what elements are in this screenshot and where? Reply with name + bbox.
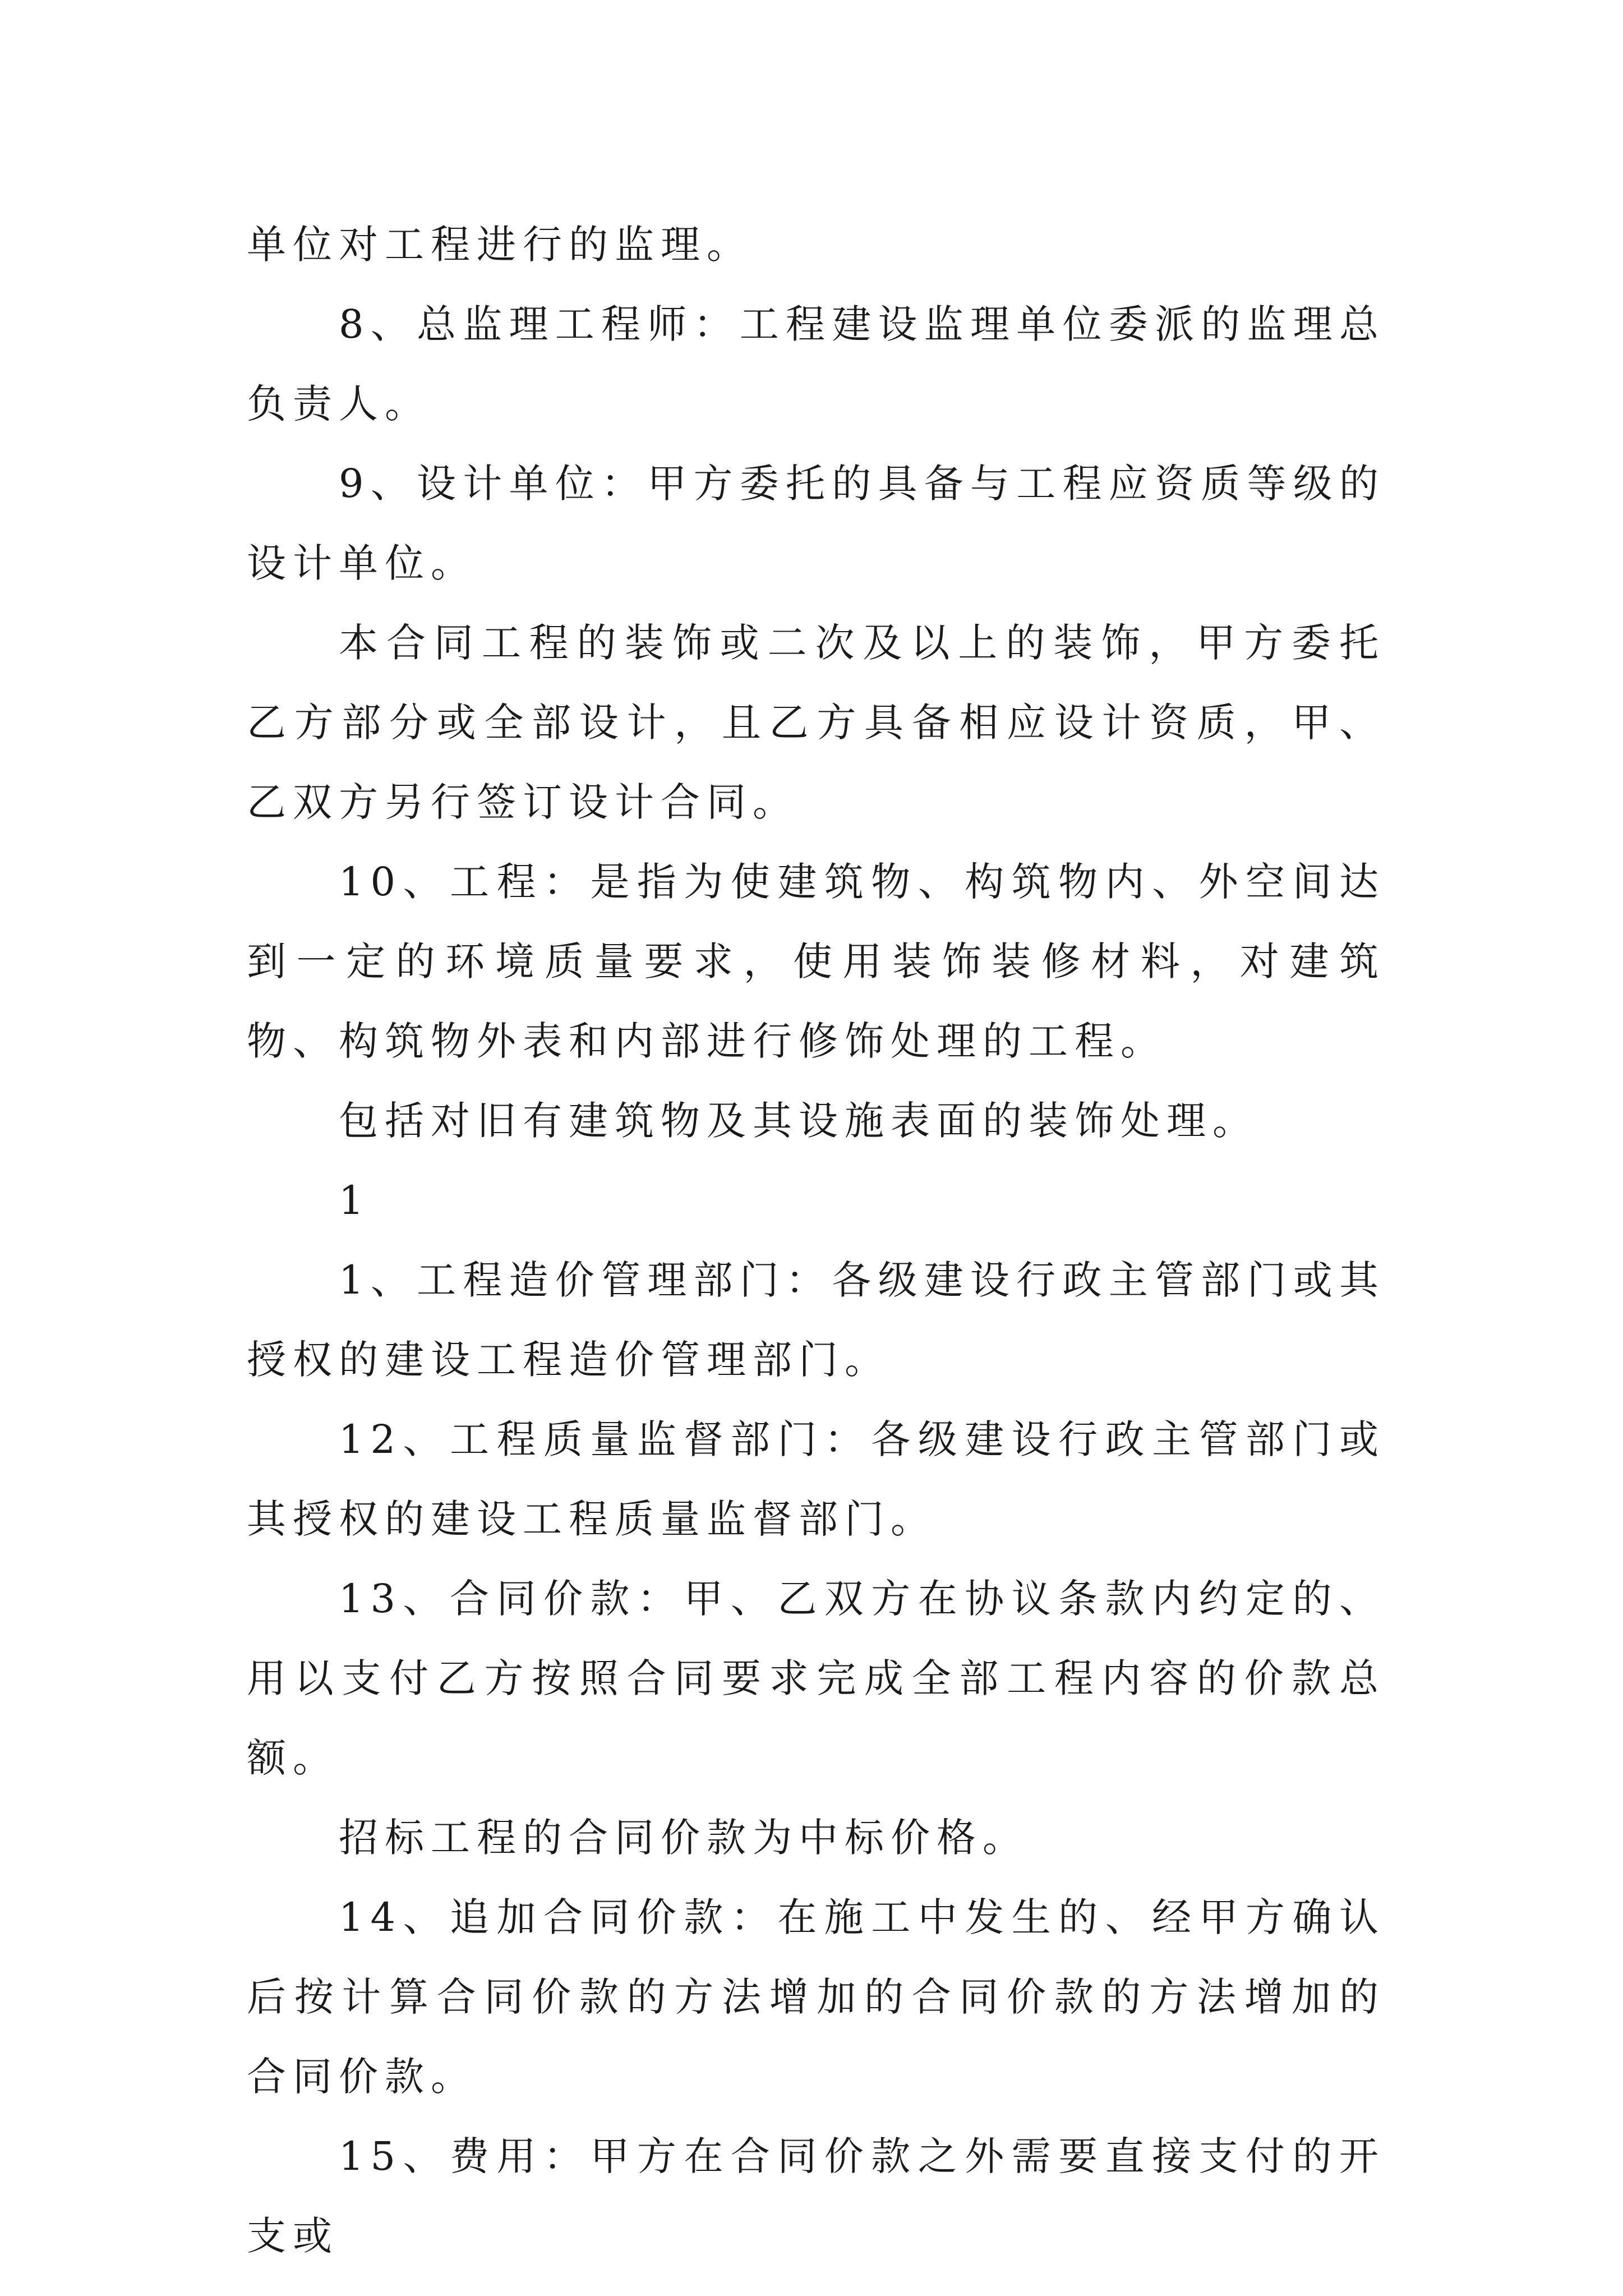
paragraph-tender-note: 招标工程的合同价款为中标价格。 — [339, 1815, 1029, 1861]
document-body — [247, 205, 1385, 2276]
paragraph-design-note: 本合同工程的装饰或二次及以上的装饰，甲方委托乙方部分或全部设计，且乙方具备相应设计资质，甲、乙双方另行签订设计合同。 — [247, 620, 1385, 825]
paragraph-item-9: 9、设计单位：甲方委托的具备与工程应资质等级的设计单位。 — [247, 461, 1385, 586]
paragraph-item-15: 15、费用：甲方在合同价款之外需要直接支付的开支或 — [247, 2133, 1385, 2259]
paragraph-stray-number: 1 — [339, 1177, 371, 1223]
paragraph-renovation-note: 包括对旧有建筑物及其设施表面的装饰处理。 — [339, 1098, 1258, 1144]
paragraph-item-11: 1、工程造价管理部门：各级建设行政主管部门或其授权的建设工程造价管理部门。 — [247, 1257, 1385, 1383]
paragraph-item-13: 13、合同价款：甲、乙双方在协议条款内约定的、用以支付乙方按照合同要求完成全部工程内容的价款总额。 — [247, 1576, 1385, 1781]
paragraph-item-8: 8、总监理工程师：工程建设监理单位委派的监理总负责人。 — [247, 301, 1385, 427]
paragraph-continuation: 单位对工程进行的监理。 — [247, 222, 753, 268]
paragraph-item-12: 12、工程质量监督部门：各级建设行政主管部门或其授权的建设工程质量监督部门。 — [247, 1416, 1385, 1542]
paragraph-item-14: 14、追加合同价款：在施工中发生的、经甲方确认后按计算合同价款的方法增加的合同价款的方法增加的合同价款。 — [247, 1894, 1385, 2100]
paragraph-item-10: 10、工程：是指为使建筑物、构筑物内、外空间达到一定的环境质量要求，使用装饰装修材料，对建筑物、构筑物外表和内部进行修饰处理的工程。 — [247, 859, 1385, 1064]
